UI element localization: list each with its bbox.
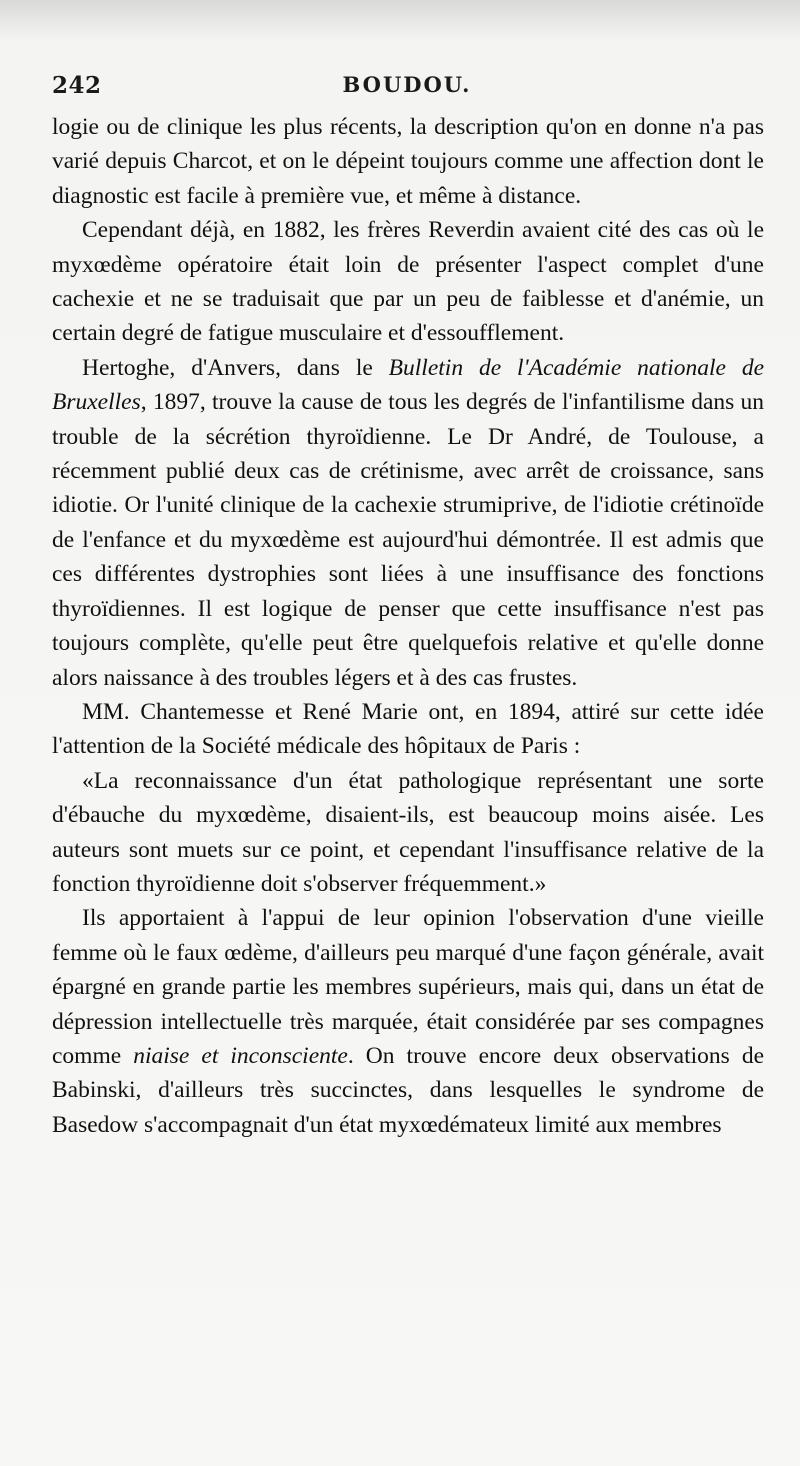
paragraph-2: Cependant déjà, en 1882, les frères Reverdin avaient cité des cas où le myxœdème opératoire était loin de présenter l'aspect complet d'une cachexie et ne se traduisait que par un peu de faiblesse et d'anémie, un certain degré de fatigue musculaire et d'essoufflement.	[52, 217, 764, 347]
paragraph-3-text-end: , 1897, trouve la cause de tous les degrés de l'infantilisme dans un trouble de la sécrétion thyroïdienne. Le Dr André, de Toulouse, a récemment publié deux cas de crétinisme, avec arrêt de croissance, sans idiotie. Or l'unité clinique de la cachexie strumiprive, de l'idiotie crétinoïde de l'enfance et du myxœdème est aujourd'hui démontrée. Il est admis que ces différentes dystrophies sont liées à une insuffisance des fonctions thyroïdiennes. Il est logique de penser que cette insuffisance n'est pas toujours complète, qu'elle peut être quelquefois relative et qu'elle donne alors naissance à des troubles légers et à des cas frustes.	[52, 389, 764, 691]
italic-phrase: niaise et inconsciente	[133, 1042, 348, 1069]
body-text	[52, 110, 764, 1142]
paragraph-4: MM. Chantemesse et René Marie ont, en 1894, attiré sur cette idée l'attention de la Société médicale des hôpitaux de Paris :	[52, 698, 764, 760]
page-header	[52, 72, 762, 108]
paragraph-6-text-end: . On trouve encore deux observations de Babinski, d'ailleurs très succinctes, dans lesquelles le syndrome de Basedow s'accompagnait d'un état myxœdémateux limité aux membres	[52, 1042, 764, 1138]
journal-title: Bulletin de l'Académie nationale de Bruxelles	[52, 354, 764, 416]
paragraph-3	[52, 351, 764, 695]
paragraph-1: logie ou de clinique les plus récents, la description qu'on en donne n'a pas varié depuis Charcot, et on le dépeint toujours comme une affection dont le diagnostic est facile à première vue, et même à distance.	[52, 114, 764, 209]
paragraph-6-text-start: Ils apportaient à l'appui de leur opinion l'observation d'une vieille femme où le faux œdème, d'ailleurs peu marqué d'une façon générale, avait épargné en grande partie les membres supérieurs, mais qui, dans un état de dépression intellectuelle très marquée, était considérée par ses compagnes comme	[52, 905, 764, 1069]
paragraph-3-text-start: Hertoghe, d'Anvers, dans le	[82, 354, 389, 381]
page-number: 242	[52, 72, 102, 99]
paragraph-6	[52, 901, 764, 1142]
running-head: BOUDOU.	[342, 72, 472, 97]
quotation: «La reconnaissance d'un état pathologique représentant une sorte d'ébauche du myxœdème, disaient-ils, est beaucoup moins aisée. Les auteurs sont muets sur ce point, et cependant l'insuffisance relative de la fonction thyroïdienne doit s'observer fréquemment.»	[52, 767, 764, 897]
